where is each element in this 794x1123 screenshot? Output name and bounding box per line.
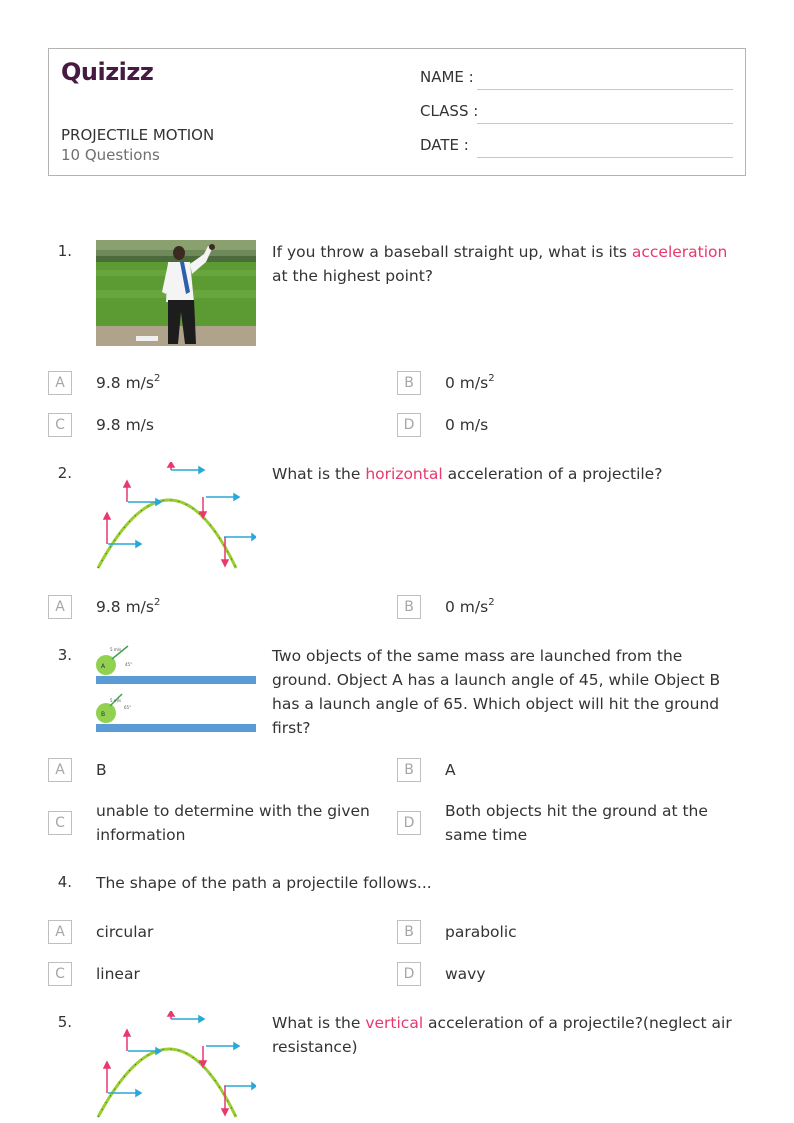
option-a-box[interactable]: A [48,920,72,944]
question-number: 4. [57,873,72,891]
highlighted-keyword: vertical [365,1014,424,1032]
option-a-text: 9.8 $m/s^2$ [96,597,161,616]
question-text: What is the vertical acceleration of a projectile?(neglect air resistance) [272,1014,732,1056]
question-number: 5. [57,1013,72,1031]
question-text: What is the horizontal acceleration of a projectile? [272,465,663,483]
option-a-text: circular [96,923,154,941]
quizizz-logo: Quizizz [61,58,154,86]
option-c-text: 9.8 m/s [96,416,154,434]
question-3-launch-diagram [96,644,256,734]
option-a-box[interactable]: A [48,595,72,619]
option-d-box[interactable]: D [397,962,421,986]
question-text: The shape of the path a projectile follows... [96,874,432,892]
option-d-text: Both objects hit the ground at the same time [445,802,708,844]
question-5-trajectory-diagram [96,1011,256,1119]
question-count: 10 Questions [61,146,160,164]
question-text: If you throw a baseball straight up, what is its acceleration at the highest point? [272,243,728,285]
class-label: CLASS : [420,102,479,120]
question-1-image [96,240,256,346]
question-2-trajectory-diagram [96,462,256,570]
ball-b-label: B [101,711,106,718]
worksheet-title: PROJECTILE MOTION [61,126,215,144]
option-c-box[interactable]: C [48,413,72,437]
option-c-box[interactable]: C [48,811,72,835]
ball-b-speed: 5 m/s [110,698,122,703]
option-d-text: 0 m/s [445,416,489,434]
option-b-text: parabolic [445,923,517,941]
option-b-box[interactable]: B [397,758,421,782]
date-line[interactable] [477,157,733,158]
class-line[interactable] [477,123,733,124]
option-c-text: unable to determine with the given information [96,802,370,844]
option-a-text: B [96,761,107,779]
question-number: 1. [57,242,72,260]
option-b-text: 0 $m/s^2$ [445,597,495,616]
option-a-box[interactable]: A [48,758,72,782]
question-text: Two objects of the same mass are launched from the ground. Object A has a launch angle of 45, while Object B has a launch angle of 65. Which object will hit the ground first? [272,647,721,737]
option-b-box[interactable]: B [397,920,421,944]
date-label: DATE : [420,136,469,154]
ball-a-angle: 45° [125,662,133,667]
ball-a-speed: 5 m/s [110,647,122,652]
option-d-box[interactable]: D [397,811,421,835]
option-b-text: 0 $m/s^2$ [445,373,495,392]
option-a-text: 9.8 $m/s^2$ [96,373,161,392]
option-b-box[interactable]: B [397,371,421,395]
option-d-box[interactable]: D [397,413,421,437]
ball-b-angle: 65° [124,705,132,710]
highlighted-keyword: horizontal [365,465,443,483]
name-line[interactable] [477,89,733,90]
option-c-box[interactable]: C [48,962,72,986]
highlighted-keyword: acceleration [631,243,728,261]
question-number: 3. [57,646,72,664]
option-d-text: wavy [445,965,486,983]
name-label: NAME : [420,68,474,86]
option-c-text: linear [96,965,140,983]
option-b-box[interactable]: B [397,595,421,619]
ball-a-label: A [101,663,106,670]
option-a-box[interactable]: A [48,371,72,395]
option-b-text: A [445,761,456,779]
question-number: 2. [57,464,72,482]
